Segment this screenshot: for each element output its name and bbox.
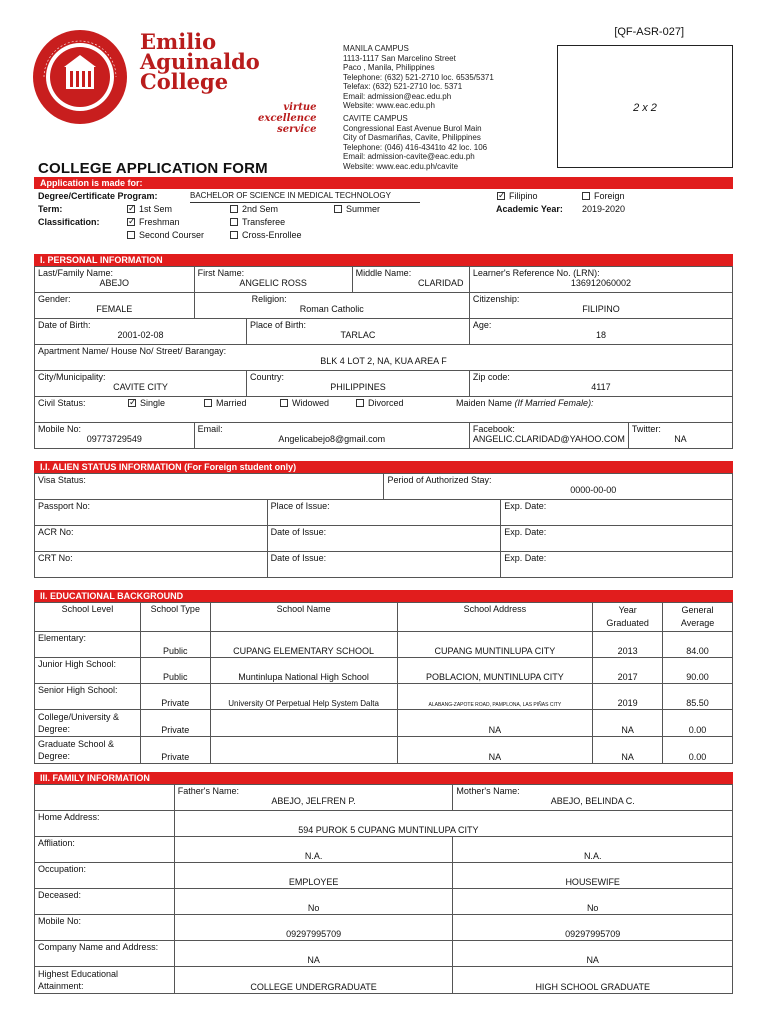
citizenship-cell[interactable] xyxy=(469,293,732,319)
class-second-courser-option[interactable] xyxy=(127,230,204,240)
term-2nd-sem-option[interactable] xyxy=(230,204,278,214)
home-address-label-cell xyxy=(35,811,175,837)
gender-cell[interactable] xyxy=(35,293,195,319)
last-name-label: Last/Family Name: xyxy=(38,268,114,278)
first-name-label: First Name: xyxy=(197,268,245,278)
maiden-label-text: Maiden Name xyxy=(456,398,513,408)
middle-name-value: CLARIDAD xyxy=(418,278,464,288)
manila-line: MANILA CAMPUS xyxy=(343,44,409,53)
sem2-label: 2nd Sem xyxy=(242,204,279,214)
period-stay-label: Period of Authorized Stay: xyxy=(387,475,492,485)
email-label: Email: xyxy=(197,424,223,434)
father-name-cell[interactable] xyxy=(174,785,453,811)
period-stay-cell[interactable] xyxy=(384,474,733,500)
father-name-value: ABEJO, JELFREN P. xyxy=(271,796,356,806)
facebook-cell[interactable] xyxy=(469,423,628,449)
twitter-value: NA xyxy=(674,434,687,444)
acr-date-issue-label: Date of Issue: xyxy=(270,527,327,537)
edu-name[interactable]: University Of Perpetual Help System Dalta xyxy=(210,684,397,710)
cavite-campus-info xyxy=(343,114,487,171)
father-occupation-value: EMPLOYEE xyxy=(288,877,339,887)
edu-address[interactable]: NA xyxy=(397,737,593,764)
period-stay-value: 0000-00-00 xyxy=(570,485,617,495)
manila-campus-info xyxy=(343,44,494,111)
gender-value: FEMALE xyxy=(96,304,133,314)
mobile-cell[interactable] xyxy=(35,423,195,449)
freshman-label: Freshman xyxy=(139,217,180,227)
country-cell[interactable] xyxy=(247,371,470,397)
country-label: Country: xyxy=(250,372,285,382)
citizenship-label: Citizenship: xyxy=(472,294,520,304)
cavite-line: City of Dasmariñas, Cavite, Philippines xyxy=(343,133,481,142)
manila-line: Paco , Manila, Philippines xyxy=(343,63,435,72)
crt-date-issue-label: Date of Issue: xyxy=(270,553,327,563)
first-name-value: ANGELIC ROSS xyxy=(239,278,307,288)
header-school-level: School Level xyxy=(35,603,141,632)
pob-value: TARLAC xyxy=(340,330,376,340)
sem2-checkbox[interactable] xyxy=(230,205,238,213)
father-deceased-cell[interactable] xyxy=(174,889,453,915)
address-value: BLK 4 LOT 2, NA, KUA AREA F xyxy=(320,356,447,366)
dob-cell[interactable] xyxy=(35,319,247,345)
civil-divorced-option[interactable] xyxy=(356,398,456,408)
edu-level: Junior High School: xyxy=(35,658,141,684)
father-company-cell[interactable] xyxy=(174,941,453,967)
family-mobile-label: Mobile No: xyxy=(38,916,82,926)
edu-average[interactable]: 84.00 xyxy=(663,632,733,658)
mother-company-cell[interactable] xyxy=(453,941,733,967)
edu-average[interactable]: 90.00 xyxy=(663,658,733,684)
edu-address[interactable]: POBLACION, MUNTINLUPA CITY xyxy=(397,658,593,684)
affiliation-label: Affliation: xyxy=(38,838,75,848)
zip-cell[interactable] xyxy=(469,371,732,397)
mother-deceased-value: No xyxy=(586,903,599,913)
crt-cell[interactable] xyxy=(35,552,268,578)
crt-exp-cell[interactable] xyxy=(501,552,733,578)
mother-company-value: NA xyxy=(586,955,599,965)
education-attainment-label-line2: Attainment: xyxy=(38,981,84,991)
term-summer-option[interactable] xyxy=(334,204,380,214)
mother-deceased-cell[interactable] xyxy=(453,889,733,915)
religion-label: Religion: xyxy=(251,294,287,304)
alien-section-bar: I.I. ALIEN STATUS INFORMATION (For Foreign student only) xyxy=(34,461,733,473)
cross-enrollee-checkbox[interactable] xyxy=(230,231,238,239)
passport-exp-label: Exp. Date: xyxy=(504,501,547,511)
sem1-label: 1st Sem xyxy=(139,204,173,214)
pob-cell[interactable] xyxy=(247,319,470,345)
mother-affiliation-cell[interactable] xyxy=(453,837,733,863)
class-transferee-option[interactable] xyxy=(230,217,285,227)
age-label: Age: xyxy=(472,320,492,330)
header-year-graduated: Year Graduated xyxy=(593,603,663,632)
edu-address[interactable]: ALABANG-ZAPOTE ROAD, PAMPLONA, LAS PIÑAS CITY xyxy=(397,684,593,710)
zip-value: 4117 xyxy=(591,382,611,392)
edu-name[interactable]: CUPANG ELEMENTARY SCHOOL xyxy=(210,632,397,658)
religion-cell[interactable] xyxy=(194,293,469,319)
father-education-value: COLLEGE UNDERGRADUATE xyxy=(250,982,377,992)
married-checkbox[interactable] xyxy=(204,399,212,407)
middle-name-cell[interactable] xyxy=(352,267,469,293)
edu-name[interactable] xyxy=(210,737,397,764)
mother-affiliation-value: N.A. xyxy=(583,851,602,861)
education-attainment-label-line1: Highest Educational xyxy=(38,969,119,979)
edu-type[interactable]: Private xyxy=(140,710,210,737)
edu-year[interactable]: 2017 xyxy=(593,658,663,684)
photo-size-label: 2 x 2 xyxy=(633,102,657,114)
academic-year-value[interactable]: 2019-2020 xyxy=(582,204,626,214)
program-label: Degree/Certificate Program: xyxy=(38,191,158,201)
acr-date-cell[interactable] xyxy=(267,526,501,552)
edu-row-college xyxy=(35,710,733,737)
edu-average[interactable]: 0.00 xyxy=(663,737,733,764)
mother-mobile-value: 09297995709 xyxy=(565,929,621,939)
deceased-label-cell xyxy=(35,889,175,915)
deceased-label: Deceased: xyxy=(38,890,82,900)
manila-line: Telefax: (632) 521-2710 loc. 5371 xyxy=(343,82,463,91)
edu-type[interactable]: Public xyxy=(140,658,210,684)
filipino-checkbox[interactable] xyxy=(497,192,505,200)
occupation-label-cell xyxy=(35,863,175,889)
cavite-line: Email: admission-cavite@eac.edu.ph xyxy=(343,152,475,161)
twitter-cell[interactable] xyxy=(628,423,732,449)
father-mobile-value: 09297995709 xyxy=(286,929,342,939)
freshman-checkbox[interactable] xyxy=(127,218,135,226)
edu-year[interactable]: 2013 xyxy=(593,632,663,658)
second-courser-checkbox[interactable] xyxy=(127,231,135,239)
edu-year[interactable]: 2019 xyxy=(593,684,663,710)
edu-average[interactable]: 85.50 xyxy=(663,684,733,710)
family-info-table xyxy=(34,784,733,994)
foreign-label: Foreign xyxy=(594,191,625,201)
motto-line3: service xyxy=(277,124,317,135)
visa-status-cell[interactable] xyxy=(35,474,384,500)
mother-name-value: ABEJO, BELINDA C. xyxy=(550,796,635,806)
edu-row-graduate xyxy=(35,737,733,764)
motto-line1: virtue xyxy=(283,102,317,113)
first-name-cell[interactable] xyxy=(194,267,352,293)
maiden-name-label xyxy=(456,398,594,408)
dob-value: 2001-02-08 xyxy=(117,330,164,340)
sem1-checkbox[interactable] xyxy=(127,205,135,213)
passport-place-cell[interactable] xyxy=(267,500,501,526)
edu-type[interactable]: Private xyxy=(140,684,210,710)
email-cell[interactable] xyxy=(194,423,469,449)
manila-line: Email: admission@eac.edu.ph xyxy=(343,91,452,101)
college-name-line3: College xyxy=(140,69,229,94)
father-mobile-cell[interactable] xyxy=(174,915,453,941)
edu-row-senior-high xyxy=(35,684,733,710)
manila-line: Website: www.eac.edu.ph xyxy=(343,101,435,110)
gender-label: Gender: xyxy=(38,294,71,304)
summer-label: Summer xyxy=(346,204,381,214)
header-school-name: School Name xyxy=(210,603,397,632)
education-table xyxy=(34,602,733,764)
father-company-value: NA xyxy=(307,955,320,965)
term-label: Term: xyxy=(38,204,63,214)
classification-label: Classification: xyxy=(38,217,100,227)
edu-level: Elementary: xyxy=(35,632,141,658)
cross-enrollee-label: Cross-Enrollee xyxy=(242,230,302,240)
acr-exp-cell[interactable] xyxy=(501,526,733,552)
middle-name-label: Middle Name: xyxy=(355,268,412,278)
personal-info-table xyxy=(34,266,733,449)
cavite-line: Telephone: (046) 416-4341to 42 loc. 106 xyxy=(343,142,488,152)
edu-row-junior-high xyxy=(35,658,733,684)
form-code: [QF-ASR-027] xyxy=(614,26,684,38)
education-section-bar: II. EDUCATIONAL BACKGROUND xyxy=(34,590,733,602)
home-address-value: 594 PUROK 5 CUPANG MUNTINLUPA CITY xyxy=(298,825,479,835)
divorced-label: Divorced xyxy=(368,398,404,408)
manila-line: Telephone: (632) 521-2710 loc. 6535/5371 xyxy=(343,72,494,82)
company-label-cell xyxy=(35,941,175,967)
divorced-checkbox[interactable] xyxy=(356,399,364,407)
college-name xyxy=(140,29,260,94)
facebook-value: ANGELIC.CLARIDAD@YAHOO.COM xyxy=(472,434,625,444)
family-blank-cell xyxy=(35,785,175,811)
mother-education-cell[interactable] xyxy=(453,967,733,994)
college-motto xyxy=(258,102,316,135)
acr-exp-label: Exp. Date: xyxy=(504,527,547,537)
application-section-bar: Application is made for: xyxy=(34,177,733,189)
last-name-value: ABEJO xyxy=(99,278,130,288)
lrn-label: Learner's Reference No. (LRN): xyxy=(472,268,600,278)
pob-label: Place of Birth: xyxy=(250,320,307,330)
citizenship-foreign-option[interactable] xyxy=(582,191,625,201)
academic-year-label: Academic Year: xyxy=(496,204,563,214)
summer-checkbox[interactable] xyxy=(334,205,342,213)
father-affiliation-cell[interactable] xyxy=(174,837,453,863)
religion-value: Roman Catholic xyxy=(299,304,364,314)
last-name-cell[interactable] xyxy=(35,267,195,293)
lrn-value: 136912060002 xyxy=(570,278,631,288)
form-title: COLLEGE APPLICATION FORM xyxy=(38,160,268,177)
term-1st-sem-option[interactable] xyxy=(127,204,172,214)
mobile-label-cell xyxy=(35,915,175,941)
mobile-label: Mobile No: xyxy=(38,424,82,434)
college-name-line2: Aguinaldo xyxy=(140,49,260,74)
second-courser-label: Second Courser xyxy=(139,230,205,240)
mother-education-value: HIGH SCHOOL GRADUATE xyxy=(535,982,650,992)
city-cell[interactable] xyxy=(35,371,247,397)
edu-year[interactable]: NA xyxy=(593,737,663,764)
cavite-line: Website: www.eac.edu.ph/cavite xyxy=(343,161,459,171)
age-cell[interactable] xyxy=(469,319,732,345)
citizenship-filipino-option[interactable] xyxy=(497,191,538,201)
edu-level: College/University & Degree: xyxy=(35,710,141,737)
facebook-label: Facebook: xyxy=(472,424,515,434)
civil-widowed-option[interactable] xyxy=(280,398,356,408)
cavite-line: Congressional East Avenue Burol Main xyxy=(343,123,482,133)
father-deceased-value: No xyxy=(307,903,320,913)
class-cross-enrollee-option[interactable] xyxy=(230,230,302,240)
passport-cell[interactable] xyxy=(35,500,268,526)
twitter-label: Twitter: xyxy=(631,424,661,434)
crt-exp-label: Exp. Date: xyxy=(504,553,547,563)
education-attainment-label-cell xyxy=(35,967,175,994)
edu-type[interactable]: Public xyxy=(140,632,210,658)
header-general-average: General Average xyxy=(663,603,733,632)
alien-info-table xyxy=(34,473,733,578)
transferee-label: Transferee xyxy=(242,217,286,227)
edu-level: Graduate School & Degree: xyxy=(35,737,141,764)
dob-label: Date of Birth: xyxy=(38,320,91,330)
mother-name-cell[interactable] xyxy=(453,785,733,811)
mother-occupation-value: HOUSEWIFE xyxy=(565,877,620,887)
home-address-cell[interactable] xyxy=(174,811,732,837)
mother-occupation-cell[interactable] xyxy=(453,863,733,889)
college-logo xyxy=(30,27,317,142)
passport-exp-cell[interactable] xyxy=(501,500,733,526)
civil-status-label: Civil Status: xyxy=(38,398,86,408)
company-label: Company Name and Address: xyxy=(38,942,159,952)
family-section-bar: III. FAMILY INFORMATION xyxy=(34,772,733,784)
passport-label: Passport No: xyxy=(38,501,91,511)
motto-line2: excellence xyxy=(258,113,317,124)
father-affiliation-value: N.A. xyxy=(304,851,323,861)
crt-date-cell[interactable] xyxy=(267,552,501,578)
class-freshman-option[interactable] xyxy=(127,217,180,227)
lrn-cell[interactable] xyxy=(469,267,732,293)
single-label: Single xyxy=(140,398,166,408)
filipino-label: Filipino xyxy=(509,191,538,201)
mobile-value: 09773729549 xyxy=(86,434,142,444)
father-occupation-cell[interactable] xyxy=(174,863,453,889)
affiliation-label-cell xyxy=(35,837,175,863)
edu-name[interactable] xyxy=(210,710,397,737)
country-value: PHILIPPINES xyxy=(330,382,386,392)
crt-label: CRT No: xyxy=(38,553,73,563)
acr-cell[interactable] xyxy=(35,526,268,552)
header-school-address: School Address xyxy=(397,603,593,632)
acr-label: ACR No: xyxy=(38,527,74,537)
citizenship-value: FILIPINO xyxy=(582,304,620,314)
father-name-label: Father's Name: xyxy=(177,786,240,796)
photo-box[interactable] xyxy=(557,45,733,168)
maiden-note: (If Married Female): xyxy=(514,398,594,408)
personal-section-bar: I. PERSONAL INFORMATION xyxy=(34,254,733,266)
edu-address[interactable]: CUPANG MUNTINLUPA CITY xyxy=(397,632,593,658)
manila-line: 1113-1117 San Marcelino Street xyxy=(343,53,456,63)
mother-mobile-cell[interactable] xyxy=(453,915,733,941)
cavite-line: CAVITE CAMPUS xyxy=(343,114,408,123)
widowed-label: Widowed xyxy=(292,398,330,408)
civil-single-option[interactable] xyxy=(128,398,204,408)
email-value: Angelicabejo8@gmail.com xyxy=(278,434,386,444)
edu-name[interactable]: Muntinlupa National High School xyxy=(210,658,397,684)
edu-row-elementary xyxy=(35,632,733,658)
edu-level: Senior High School: xyxy=(35,684,141,710)
header-school-type: School Type xyxy=(140,603,210,632)
civil-married-option[interactable] xyxy=(204,398,280,408)
mother-name-label: Mother's Name: xyxy=(456,786,520,796)
age-value: 18 xyxy=(595,330,606,340)
visa-status-label: Visa Status: xyxy=(38,475,86,485)
address-cell[interactable] xyxy=(35,345,733,371)
transferee-checkbox[interactable] xyxy=(230,218,238,226)
home-address-label: Home Address: xyxy=(38,812,100,822)
place-issue-label: Place of Issue: xyxy=(270,501,330,511)
zip-label: Zip code: xyxy=(472,372,510,382)
edu-average[interactable]: 0.00 xyxy=(663,710,733,737)
edu-year[interactable]: NA xyxy=(593,710,663,737)
father-education-cell[interactable] xyxy=(174,967,453,994)
married-label: Married xyxy=(216,398,247,408)
widowed-checkbox[interactable] xyxy=(280,399,288,407)
edu-address[interactable]: NA xyxy=(397,710,593,737)
college-name-line1: Emilio xyxy=(140,29,217,54)
program-field[interactable]: BACHELOR OF SCIENCE IN MEDICAL TECHNOLOGY xyxy=(190,191,420,203)
foreign-checkbox[interactable] xyxy=(582,192,590,200)
edu-type[interactable]: Private xyxy=(140,737,210,764)
occupation-label: Occupation: xyxy=(38,864,87,874)
single-checkbox[interactable] xyxy=(128,399,136,407)
address-label: Apartment Name/ House No/ Street/ Barangay: xyxy=(38,346,227,356)
college-seal-icon xyxy=(30,27,130,127)
city-label: City/Municipality: xyxy=(38,372,106,382)
city-value: CAVITE CITY xyxy=(113,382,168,392)
civil-status-cell xyxy=(35,397,733,423)
